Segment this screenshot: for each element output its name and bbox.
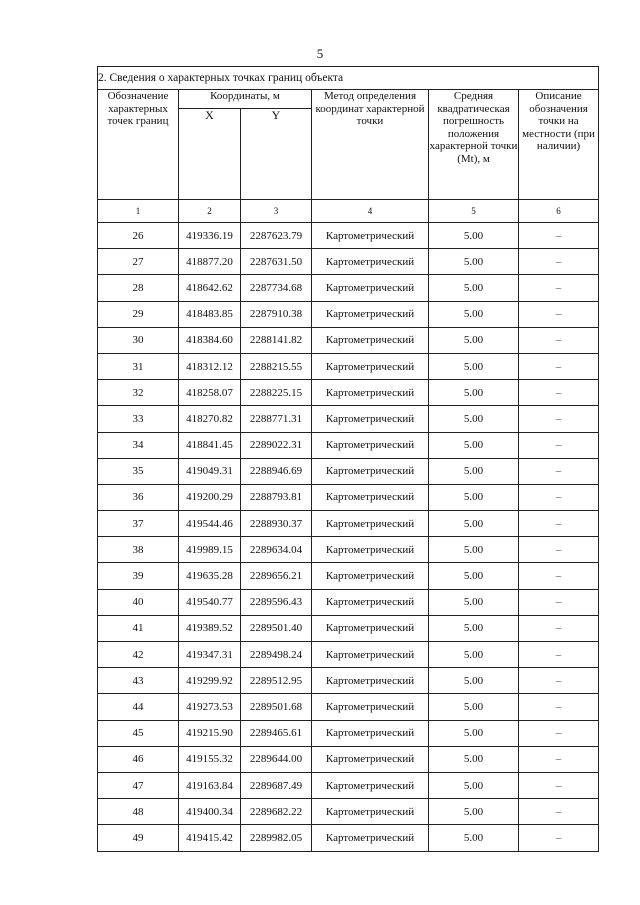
coord-y-cell: 2289022.31: [241, 432, 312, 458]
table-row: [98, 275, 599, 301]
page-number: 5: [316, 46, 324, 61]
table-body: [98, 223, 599, 852]
description-cell: –: [519, 537, 599, 563]
point-number-cell: 29: [98, 301, 179, 327]
table-row: [98, 799, 599, 825]
method-cell: Картометрический: [312, 694, 429, 720]
mean-error-cell: 5.00: [429, 275, 519, 301]
mean-error-cell: 5.00: [429, 301, 519, 327]
coord-y-cell: 2288225.15: [241, 380, 312, 406]
boundary-points-table: [97, 66, 599, 852]
table-row: [98, 353, 599, 379]
table-row: [98, 301, 599, 327]
point-number-cell: 38: [98, 537, 179, 563]
point-number-cell: 42: [98, 642, 179, 668]
method-cell: Картометрический: [312, 327, 429, 353]
point-number-cell: 44: [98, 694, 179, 720]
point-number-cell: 27: [98, 249, 179, 275]
coord-y-cell: 2287910.38: [241, 301, 312, 327]
mean-error-cell: 5.00: [429, 694, 519, 720]
point-number-cell: 35: [98, 458, 179, 484]
method-cell: Картометрический: [312, 746, 429, 772]
header-y: Y: [241, 109, 312, 200]
coord-x-cell: 418841.45: [179, 432, 241, 458]
table-row: [98, 458, 599, 484]
coord-x-cell: 418877.20: [179, 249, 241, 275]
description-cell: –: [519, 615, 599, 641]
header-description: Описание обозначения точки на местности (при наличии): [519, 90, 599, 200]
coord-y-cell: 2289634.04: [241, 537, 312, 563]
description-cell: –: [519, 458, 599, 484]
description-cell: –: [519, 223, 599, 249]
table-row: [98, 642, 599, 668]
column-numbers-row: [98, 200, 599, 223]
coord-x-cell: 419049.31: [179, 458, 241, 484]
coord-x-cell: 419389.52: [179, 615, 241, 641]
table-row: [98, 406, 599, 432]
coord-x-cell: 419544.46: [179, 511, 241, 537]
description-cell: –: [519, 720, 599, 746]
coord-x-cell: 418258.07: [179, 380, 241, 406]
coord-x-cell: 419415.42: [179, 825, 241, 851]
table-row: [98, 432, 599, 458]
table-row: [98, 537, 599, 563]
method-cell: Картометрический: [312, 642, 429, 668]
coord-y-cell: 2289596.43: [241, 589, 312, 615]
description-cell: –: [519, 668, 599, 694]
mean-error-cell: 5.00: [429, 746, 519, 772]
section-title-row: [98, 67, 599, 90]
mean-error-cell: 5.00: [429, 327, 519, 353]
method-cell: Картометрический: [312, 825, 429, 851]
coord-y-cell: 2289512.95: [241, 668, 312, 694]
table-row: [98, 249, 599, 275]
coord-y-cell: 2288793.81: [241, 484, 312, 510]
method-cell: Картометрический: [312, 353, 429, 379]
coord-x-cell: 419336.19: [179, 223, 241, 249]
table-row: [98, 615, 599, 641]
method-cell: Картометрический: [312, 589, 429, 615]
coord-y-cell: 2289501.40: [241, 615, 312, 641]
method-cell: Картометрический: [312, 380, 429, 406]
mean-error-cell: 5.00: [429, 615, 519, 641]
method-cell: Картометрический: [312, 406, 429, 432]
column-number: 4: [312, 200, 429, 223]
coord-y-cell: 2287631.50: [241, 249, 312, 275]
column-number: 5: [429, 200, 519, 223]
mean-error-cell: 5.00: [429, 563, 519, 589]
point-number-cell: 39: [98, 563, 179, 589]
header-coordinates: Координаты, м: [179, 90, 312, 109]
table-row: [98, 484, 599, 510]
method-cell: Картометрический: [312, 720, 429, 746]
method-cell: Картометрический: [312, 668, 429, 694]
table-row: [98, 746, 599, 772]
description-cell: –: [519, 380, 599, 406]
mean-error-cell: 5.00: [429, 511, 519, 537]
coord-x-cell: 419540.77: [179, 589, 241, 615]
description-cell: –: [519, 563, 599, 589]
table-row: [98, 511, 599, 537]
table-row: [98, 694, 599, 720]
coord-x-cell: 418483.85: [179, 301, 241, 327]
table-row: [98, 563, 599, 589]
coord-x-cell: 419163.84: [179, 772, 241, 798]
coord-x-cell: 418270.82: [179, 406, 241, 432]
mean-error-cell: 5.00: [429, 380, 519, 406]
table-row: [98, 327, 599, 353]
coord-x-cell: 419400.34: [179, 799, 241, 825]
table-row: [98, 380, 599, 406]
description-cell: –: [519, 275, 599, 301]
description-cell: –: [519, 301, 599, 327]
coord-y-cell: 2289682.22: [241, 799, 312, 825]
point-number-cell: 46: [98, 746, 179, 772]
column-number: 2: [179, 200, 241, 223]
point-number-cell: 36: [98, 484, 179, 510]
coord-x-cell: 419273.53: [179, 694, 241, 720]
point-number-cell: 48: [98, 799, 179, 825]
method-cell: Картометрический: [312, 772, 429, 798]
method-cell: Картометрический: [312, 275, 429, 301]
coord-y-cell: 2289498.24: [241, 642, 312, 668]
coord-y-cell: 2288946.69: [241, 458, 312, 484]
table-row: [98, 720, 599, 746]
header-method: Метод определения координат характерной точки: [312, 90, 429, 200]
method-cell: Картометрический: [312, 563, 429, 589]
description-cell: –: [519, 327, 599, 353]
column-number: 6: [519, 200, 599, 223]
coord-x-cell: 418384.60: [179, 327, 241, 353]
method-cell: Картометрический: [312, 511, 429, 537]
description-cell: –: [519, 249, 599, 275]
table-row: [98, 825, 599, 851]
table-row: [98, 772, 599, 798]
mean-error-cell: 5.00: [429, 642, 519, 668]
mean-error-cell: 5.00: [429, 249, 519, 275]
mean-error-cell: 5.00: [429, 589, 519, 615]
coord-x-cell: 419299.92: [179, 668, 241, 694]
description-cell: –: [519, 825, 599, 851]
coord-y-cell: 2289501.68: [241, 694, 312, 720]
mean-error-cell: 5.00: [429, 458, 519, 484]
description-cell: –: [519, 511, 599, 537]
point-number-cell: 43: [98, 668, 179, 694]
table-row: [98, 668, 599, 694]
coord-y-cell: 2289656.21: [241, 563, 312, 589]
point-number-cell: 28: [98, 275, 179, 301]
mean-error-cell: 5.00: [429, 772, 519, 798]
coord-y-cell: 2288771.31: [241, 406, 312, 432]
mean-error-cell: 5.00: [429, 223, 519, 249]
description-cell: –: [519, 589, 599, 615]
method-cell: Картометрический: [312, 615, 429, 641]
description-cell: –: [519, 746, 599, 772]
coord-y-cell: 2288930.37: [241, 511, 312, 537]
coord-y-cell: 2289644.00: [241, 746, 312, 772]
point-number-cell: 33: [98, 406, 179, 432]
header-designation: Обозначение характерных точек границ: [98, 90, 179, 200]
point-number-cell: 30: [98, 327, 179, 353]
method-cell: Картометрический: [312, 799, 429, 825]
mean-error-cell: 5.00: [429, 537, 519, 563]
description-cell: –: [519, 799, 599, 825]
point-number-cell: 31: [98, 353, 179, 379]
coord-y-cell: 2288141.82: [241, 327, 312, 353]
description-cell: –: [519, 432, 599, 458]
point-number-cell: 40: [98, 589, 179, 615]
coord-y-cell: 2287623.79: [241, 223, 312, 249]
coord-x-cell: 419200.29: [179, 484, 241, 510]
coord-x-cell: 418312.12: [179, 353, 241, 379]
mean-error-cell: 5.00: [429, 432, 519, 458]
point-number-cell: 49: [98, 825, 179, 851]
mean-error-cell: 5.00: [429, 720, 519, 746]
header-row: [98, 90, 599, 109]
table-row: [98, 223, 599, 249]
coord-y-cell: 2287734.68: [241, 275, 312, 301]
point-number-cell: 37: [98, 511, 179, 537]
coord-y-cell: 2288215.55: [241, 353, 312, 379]
description-cell: –: [519, 642, 599, 668]
method-cell: Картометрический: [312, 484, 429, 510]
point-number-cell: 32: [98, 380, 179, 406]
coord-y-cell: 2289465.61: [241, 720, 312, 746]
point-number-cell: 45: [98, 720, 179, 746]
header-x: X: [179, 109, 241, 200]
column-number: 1: [98, 200, 179, 223]
coord-y-cell: 2289687.49: [241, 772, 312, 798]
method-cell: Картометрический: [312, 432, 429, 458]
description-cell: –: [519, 406, 599, 432]
method-cell: Картометрический: [312, 249, 429, 275]
mean-error-cell: 5.00: [429, 668, 519, 694]
column-number: 3: [241, 200, 312, 223]
method-cell: Картометрический: [312, 537, 429, 563]
section-title: 2. Сведения о характерных точках границ объекта: [98, 67, 599, 90]
coord-x-cell: 419635.28: [179, 563, 241, 589]
point-number-cell: 47: [98, 772, 179, 798]
mean-error-cell: 5.00: [429, 825, 519, 851]
method-cell: Картометрический: [312, 458, 429, 484]
mean-error-cell: 5.00: [429, 406, 519, 432]
description-cell: –: [519, 484, 599, 510]
table-row: [98, 589, 599, 615]
description-cell: –: [519, 772, 599, 798]
point-number-cell: 26: [98, 223, 179, 249]
method-cell: Картометрический: [312, 223, 429, 249]
method-cell: Картометрический: [312, 301, 429, 327]
description-cell: –: [519, 694, 599, 720]
coord-x-cell: 419155.32: [179, 746, 241, 772]
header-error: Средняя квадратическая погрешность положения характерной точки (Mt), м: [429, 90, 519, 200]
coord-x-cell: 418642.62: [179, 275, 241, 301]
coord-x-cell: 419989.15: [179, 537, 241, 563]
description-cell: –: [519, 353, 599, 379]
coord-y-cell: 2289982.05: [241, 825, 312, 851]
mean-error-cell: 5.00: [429, 799, 519, 825]
mean-error-cell: 5.00: [429, 484, 519, 510]
coord-x-cell: 419347.31: [179, 642, 241, 668]
coord-x-cell: 419215.90: [179, 720, 241, 746]
point-number-cell: 41: [98, 615, 179, 641]
mean-error-cell: 5.00: [429, 353, 519, 379]
point-number-cell: 34: [98, 432, 179, 458]
